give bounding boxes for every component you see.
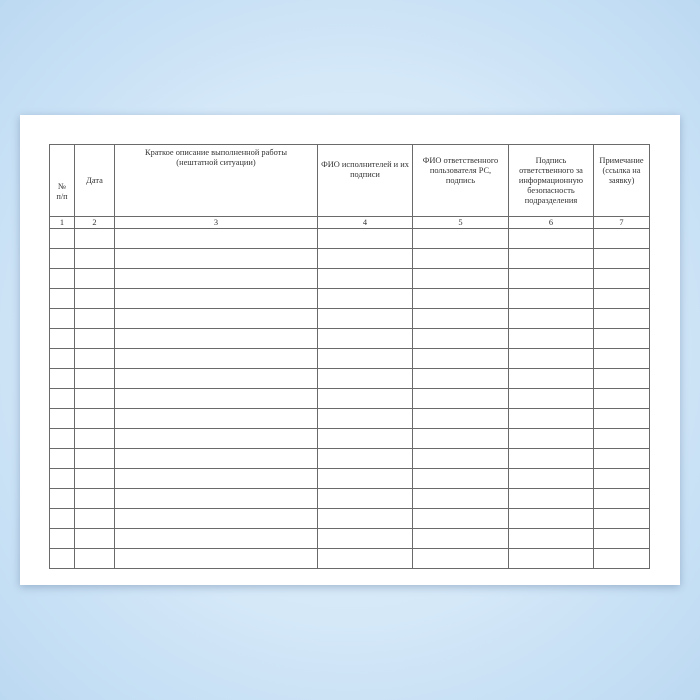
table-cell xyxy=(115,429,318,449)
table-row xyxy=(50,269,650,289)
table-cell xyxy=(50,309,75,329)
table-cell xyxy=(413,529,509,549)
table-cell xyxy=(318,389,413,409)
table-row xyxy=(50,389,650,409)
table-cell xyxy=(509,229,594,249)
table-cell xyxy=(413,389,509,409)
column-number-2: 2 xyxy=(75,217,115,229)
table-cell xyxy=(509,369,594,389)
table-cell xyxy=(413,549,509,569)
journal-table xyxy=(49,144,650,569)
table-row xyxy=(50,349,650,369)
table-row xyxy=(50,329,650,349)
table-cell xyxy=(594,489,650,509)
header-cell-security-signature: Подпись ответственного за информационную безопасность подразделения xyxy=(509,145,594,217)
table-row xyxy=(50,369,650,389)
table-cell xyxy=(318,249,413,269)
table-cell xyxy=(75,449,115,469)
table-cell xyxy=(75,489,115,509)
table-cell xyxy=(75,269,115,289)
table-row xyxy=(50,449,650,469)
table-cell xyxy=(318,229,413,249)
table-cell xyxy=(115,229,318,249)
table-cell xyxy=(594,249,650,269)
table-cell xyxy=(318,329,413,349)
table-cell xyxy=(594,369,650,389)
table-cell xyxy=(318,309,413,329)
table-cell xyxy=(413,229,509,249)
table-cell xyxy=(50,549,75,569)
header-row xyxy=(50,145,650,217)
table-cell xyxy=(509,309,594,329)
table-cell xyxy=(50,289,75,309)
table-cell xyxy=(318,489,413,509)
table-row xyxy=(50,509,650,529)
table-cell xyxy=(318,289,413,309)
column-number-1: 1 xyxy=(50,217,75,229)
column-number-5: 5 xyxy=(413,217,509,229)
table-cell xyxy=(413,409,509,429)
table-cell xyxy=(75,289,115,309)
table-cell xyxy=(594,289,650,309)
table-cell xyxy=(509,389,594,409)
table-cell xyxy=(413,249,509,269)
table-cell xyxy=(594,469,650,489)
table-cell xyxy=(413,329,509,349)
table-cell xyxy=(50,429,75,449)
table-cell xyxy=(50,389,75,409)
table-row xyxy=(50,469,650,489)
table-cell xyxy=(50,489,75,509)
table-row xyxy=(50,409,650,429)
table-cell xyxy=(594,389,650,409)
table-cell xyxy=(115,449,318,469)
table-cell xyxy=(509,329,594,349)
table-cell xyxy=(115,409,318,429)
table-cell xyxy=(50,249,75,269)
table-row xyxy=(50,489,650,509)
table-cell xyxy=(594,269,650,289)
table-cell xyxy=(318,349,413,369)
table-cell xyxy=(75,429,115,449)
table-cell xyxy=(115,269,318,289)
table-row xyxy=(50,429,650,449)
table-cell xyxy=(115,329,318,349)
table-cell xyxy=(75,369,115,389)
table-cell xyxy=(413,469,509,489)
table-cell xyxy=(318,469,413,489)
table-cell xyxy=(50,509,75,529)
table-cell xyxy=(509,249,594,269)
table-cell xyxy=(50,349,75,369)
table-cell xyxy=(318,269,413,289)
table-cell xyxy=(509,529,594,549)
table-cell xyxy=(509,429,594,449)
table-row xyxy=(50,549,650,569)
table-cell xyxy=(594,329,650,349)
table-cell xyxy=(594,309,650,329)
table-cell xyxy=(318,509,413,529)
table-cell xyxy=(594,509,650,529)
table-cell xyxy=(115,309,318,329)
table-cell xyxy=(318,549,413,569)
table-cell xyxy=(509,289,594,309)
table-cell xyxy=(509,469,594,489)
table-cell xyxy=(413,309,509,329)
table-cell xyxy=(115,549,318,569)
table-cell xyxy=(115,509,318,529)
table-cell xyxy=(413,369,509,389)
table-cell xyxy=(50,449,75,469)
table-cell xyxy=(50,269,75,289)
table-cell xyxy=(50,409,75,429)
table-row xyxy=(50,529,650,549)
table-cell xyxy=(509,409,594,429)
table-cell xyxy=(594,429,650,449)
table-cell xyxy=(50,369,75,389)
journal-sheet xyxy=(20,115,680,585)
table-cell xyxy=(75,349,115,369)
table-cell xyxy=(413,449,509,469)
table-cell xyxy=(413,289,509,309)
table-cell xyxy=(413,509,509,529)
table-cell xyxy=(594,409,650,429)
column-number-7: 7 xyxy=(594,217,650,229)
table-cell xyxy=(509,449,594,469)
table-row xyxy=(50,309,650,329)
table-cell xyxy=(509,509,594,529)
table-cell xyxy=(594,529,650,549)
table-cell xyxy=(594,549,650,569)
table-cell xyxy=(413,429,509,449)
table-cell xyxy=(115,529,318,549)
table-cell xyxy=(318,449,413,469)
table-cell xyxy=(50,229,75,249)
table-cell xyxy=(594,349,650,369)
table-cell xyxy=(75,549,115,569)
table-row xyxy=(50,289,650,309)
column-number-3: 3 xyxy=(115,217,318,229)
table-cell xyxy=(318,529,413,549)
table-cell xyxy=(75,529,115,549)
header-cell-executors: ФИО исполнителей и их подписи xyxy=(318,145,413,217)
header-cell-description: Краткое описание выполненной работы (нештатной ситуации) xyxy=(115,145,318,217)
table-cell xyxy=(115,249,318,269)
table-cell xyxy=(75,309,115,329)
column-number-row xyxy=(50,217,650,229)
column-number-4: 4 xyxy=(318,217,413,229)
table-cell xyxy=(75,389,115,409)
journal-body xyxy=(50,229,650,569)
header-cell-responsible-user: ФИО ответственного пользователя РС, подпись xyxy=(413,145,509,217)
table-cell xyxy=(50,329,75,349)
table-cell xyxy=(318,369,413,389)
table-cell xyxy=(594,449,650,469)
table-cell xyxy=(50,529,75,549)
table-cell xyxy=(75,229,115,249)
table-cell xyxy=(594,229,650,249)
table-cell xyxy=(318,429,413,449)
column-number-6: 6 xyxy=(509,217,594,229)
header-cell-date: Дата xyxy=(75,145,115,217)
table-cell xyxy=(509,489,594,509)
table-cell xyxy=(115,389,318,409)
table-cell xyxy=(509,549,594,569)
table-cell xyxy=(75,249,115,269)
table-cell xyxy=(509,349,594,369)
table-row xyxy=(50,229,650,249)
table-cell xyxy=(413,269,509,289)
header-cell-note: Примечание (ссылка на заявку) xyxy=(594,145,650,217)
table-cell xyxy=(75,409,115,429)
table-cell xyxy=(115,289,318,309)
table-cell xyxy=(50,469,75,489)
table-cell xyxy=(115,469,318,489)
table-cell xyxy=(413,489,509,509)
table-cell xyxy=(75,469,115,489)
table-cell xyxy=(115,369,318,389)
table-cell xyxy=(318,409,413,429)
header-cell-number: № п/п xyxy=(50,145,75,217)
table-cell xyxy=(115,349,318,369)
table-row xyxy=(50,249,650,269)
table-cell xyxy=(509,269,594,289)
table-cell xyxy=(413,349,509,369)
table-cell xyxy=(75,509,115,529)
table-cell xyxy=(75,329,115,349)
table-cell xyxy=(115,489,318,509)
